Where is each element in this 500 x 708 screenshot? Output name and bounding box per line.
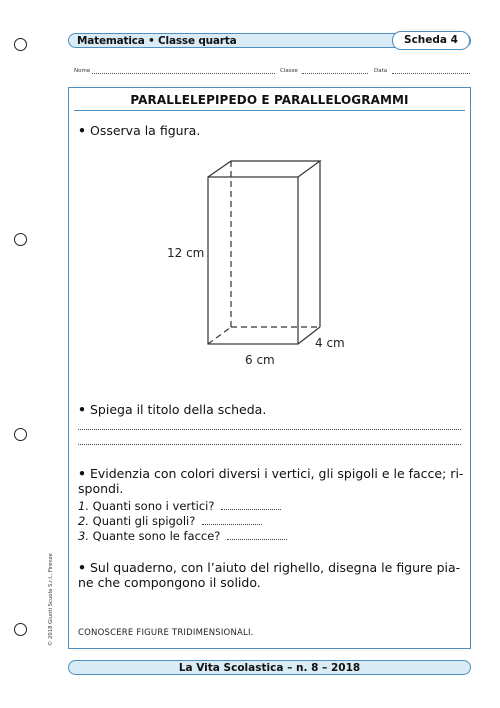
height-label: 12 cm: [167, 246, 205, 260]
question-text: Quante sono le facce?: [92, 529, 221, 543]
question-number: 1.: [78, 499, 89, 513]
instruction-draw: [78, 560, 460, 575]
worksheet-title: PARALLELEPIPEDO E PARALLELOGRAMMI: [130, 93, 409, 107]
instruction-explain-text: Spiega il titolo della scheda.: [89, 402, 267, 417]
answer-line-2[interactable]: [78, 444, 461, 445]
bullet-icon: •: [78, 560, 86, 575]
answer-blank-edges[interactable]: [202, 516, 262, 525]
bullet-icon: •: [78, 402, 86, 417]
learning-objective: CONOSCERE FIGURE TRIDIMENSIONALI.: [78, 628, 254, 638]
date-field-label: Data: [374, 68, 388, 74]
instruction-draw-line2: ne che compongono il solido.: [78, 575, 261, 590]
instruction-observe-text: Osserva la figura.: [89, 123, 201, 138]
bullet-icon: •: [78, 123, 86, 138]
class-field-label: Classe: [280, 68, 298, 74]
question-number: 3.: [78, 529, 89, 543]
question-number: 2.: [78, 514, 89, 528]
answer-line-1[interactable]: [78, 429, 461, 430]
instruction-draw-line1: Sul quaderno, con l’aiuto del righello, disegna le figure pia-: [89, 560, 461, 575]
bullet-icon: •: [78, 466, 86, 481]
depth-label: 4 cm: [315, 336, 345, 350]
question-faces: [78, 529, 287, 543]
instruction-explain: [78, 402, 266, 417]
top-face: [208, 161, 320, 177]
sheet-number-tab: Scheda 4: [392, 31, 470, 50]
copyright-notice: © 2018 Giunti Scuola S.r.l., Firenze: [48, 553, 54, 646]
answer-blank-faces[interactable]: [227, 531, 287, 540]
instruction-highlight-line1: Evidenzia con colori diversi i vertici, gli spigoli e le facce; ri-: [89, 466, 464, 481]
answer-blank-vertices[interactable]: [221, 501, 281, 510]
footer-banner: [68, 660, 471, 675]
instruction-highlight-line2: spondi.: [78, 481, 124, 496]
hidden-left-bottom-edge: [208, 327, 231, 344]
width-label: 6 cm: [245, 353, 275, 367]
question-text: Quanti gli spigoli?: [92, 514, 196, 528]
footer-text: La Vita Scolastica – n. 8 – 2018: [178, 662, 361, 674]
question-edges: [78, 514, 262, 528]
question-text: Quanti sono i vertici?: [92, 499, 215, 513]
question-vertices: [78, 499, 281, 513]
instruction-highlight: [78, 466, 463, 481]
subject-label: Matematica • Classe quarta: [77, 35, 237, 47]
name-field-label: Nome: [74, 68, 91, 74]
front-face: [208, 177, 298, 344]
